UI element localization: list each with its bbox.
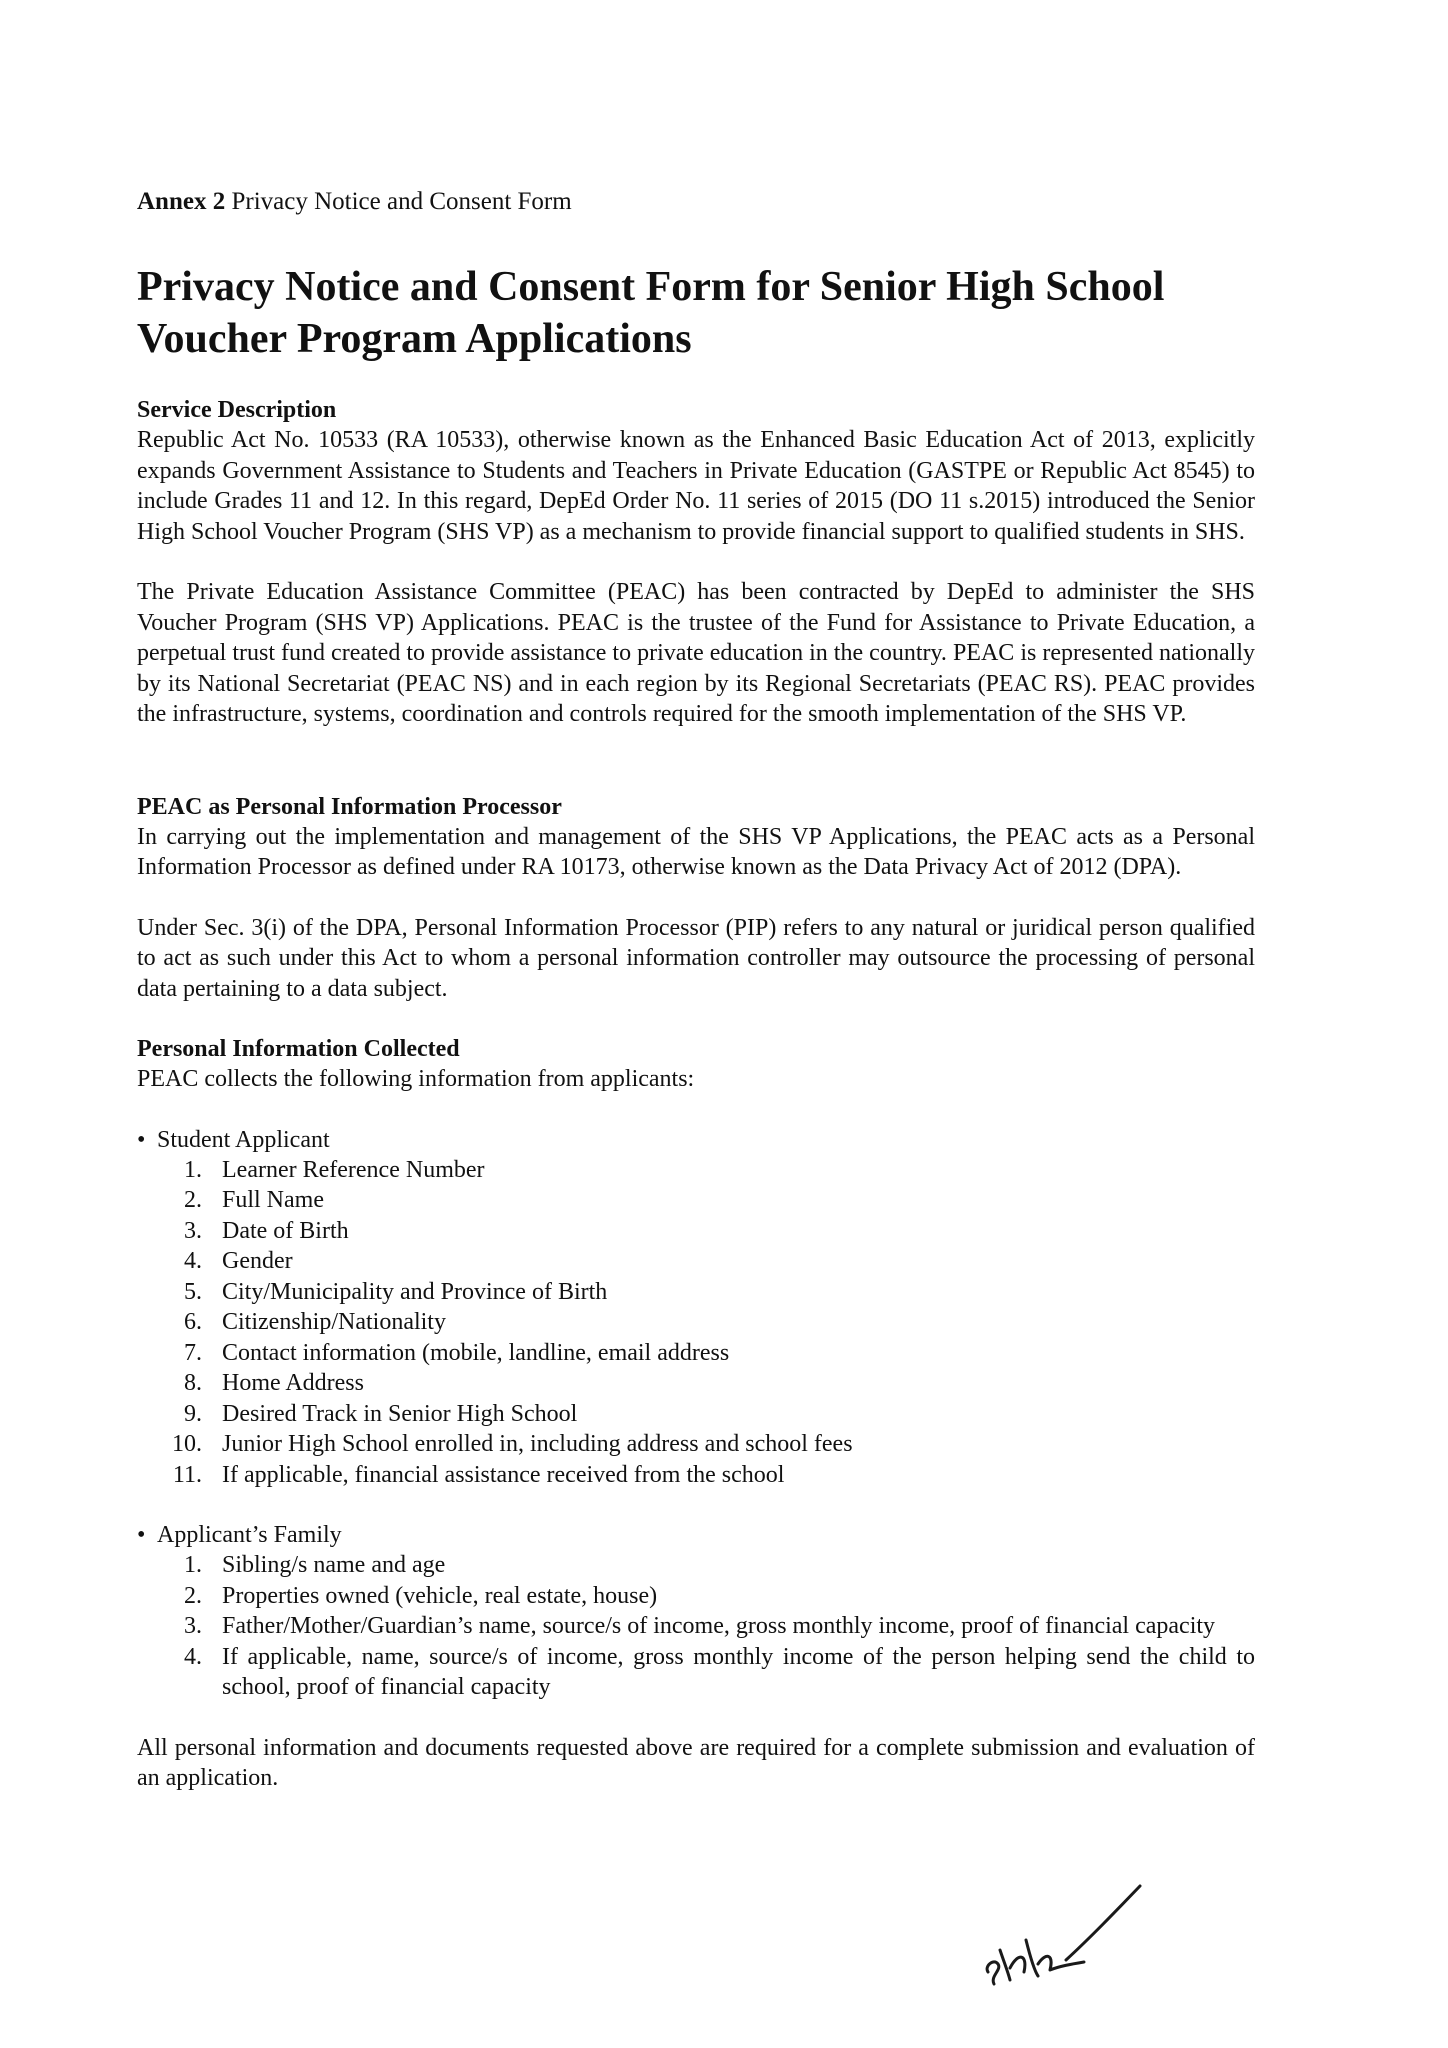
service-description-paragraph-2: The Private Education Assistance Committee (PEAC) has been contracted by DepEd to administer the SHS Voucher Program (SHS VP) Applications. PEAC is the trustee of the Fund for Assistance to Private Education, a perpetual trust fund created to provide assistance to private education in the country. PEAC is represented nationally by its National Secretariat (PEAC NS) and in each region by its Regional Secretariats (PEAC RS). PEAC provides the infrastructure, systems, coordination and controls required for the smooth implementation of the SHS VP.	[137, 579, 1255, 727]
group-label: • Student Applicant	[137, 1125, 1255, 1155]
list-item: 9. Desired Track in Senior High School	[184, 1400, 578, 1427]
service-description-paragraph-1: Republic Act No. 10533 (RA 10533), otherwise known as the Enhanced Basic Education Act of 2013, explicitly expands Government Assistance to Students and Teachers in Private Education (GASTPE or Republic Act 8545) to include Grades 11 and 12. In this regard, DepEd Order No. 11 series of 2015 (DO 11 s.2015) introduced the Senior High School Voucher Program (SHS VP) as a mechanism to provide financial support to qualified students in SHS.	[137, 427, 1255, 545]
collected-intro: PEAC collects the following information from applicants:	[137, 1066, 695, 1092]
list-item: 3. Father/Mother/Guardian’s name, source/s of income, gross monthly income, proof of financial capacity	[184, 1613, 1216, 1639]
closing-paragraph: All personal information and documents requested above are required for a complete submission and evaluation of an application.	[137, 1734, 1255, 1791]
document-page	[137, 188, 1255, 1794]
list-item: 10. Junior High School enrolled in, including address and school fees	[172, 1431, 853, 1457]
signature-initials	[980, 1880, 1145, 1990]
student-applicant-list	[137, 1155, 1255, 1491]
annex-header	[137, 188, 1255, 216]
list-item: 4. If applicable, name, source/s of income, gross monthly income of the person helping send the child to school, proof of financial capacity	[184, 1643, 1255, 1700]
list-item: 2. Full Name	[184, 1187, 324, 1213]
list-item: 5. City/Municipality and Province of Birth	[184, 1278, 608, 1305]
list-item: 4. Gender	[184, 1248, 293, 1274]
group-applicant-family	[137, 1520, 1255, 1703]
annex-title: Privacy Notice and Consent Form	[231, 188, 572, 215]
collected-heading: Personal Information Collected	[137, 1036, 460, 1062]
document-title: Privacy Notice and Consent Form for Senior High School Voucher Program Applications	[137, 264, 1165, 362]
processor-paragraph-2: Under Sec. 3(i) of the DPA, Personal Information Processor (PIP) refers to any natural or juridical person qualified to act as such under this Act to whom a personal information controller may outsource the processing of personal data pertaining to a data subject.	[137, 914, 1255, 1002]
list-item: 1. Sibling/s name and age	[184, 1552, 446, 1578]
list-item: 7. Contact information (mobile, landline, email address	[184, 1339, 730, 1366]
group-student-applicant	[137, 1125, 1255, 1491]
list-item: 8. Home Address	[184, 1370, 364, 1396]
applicant-family-list	[137, 1550, 1255, 1703]
list-item: 6. Citizenship/Nationality	[184, 1309, 446, 1335]
list-item: 11. If applicable, financial assistance received from the school	[172, 1461, 785, 1488]
processor-heading: PEAC as Personal Information Processor	[137, 793, 562, 820]
info-groups	[137, 1125, 1255, 1703]
list-item: 1. Learner Reference Number	[184, 1156, 485, 1183]
list-item: 2. Properties owned (vehicle, real estate, house)	[184, 1582, 658, 1609]
service-description-heading: Service Description	[137, 397, 337, 423]
processor-paragraph-1: In carrying out the implementation and management of the SHS VP Applications, the PEAC acts as a Personal Information Processor as defined under RA 10173, otherwise known as the Data Privacy Act of 2012 (DPA).	[137, 823, 1255, 880]
annex-label: Annex 2	[137, 188, 226, 215]
list-item: 3. Date of Birth	[184, 1217, 349, 1244]
group-label: • Applicant’s Family	[137, 1520, 1255, 1550]
